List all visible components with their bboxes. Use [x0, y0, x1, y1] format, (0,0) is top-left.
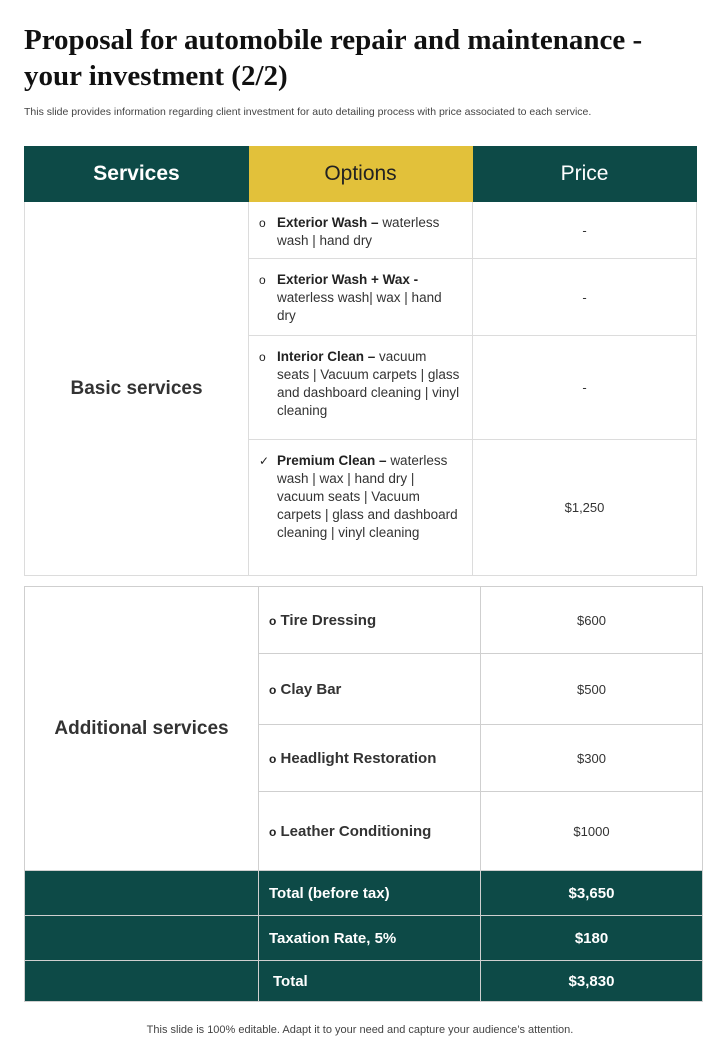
price-cell: $1000 [481, 792, 703, 871]
price-cell: $1,250 [473, 440, 697, 576]
additional-services-label: Additional services [25, 587, 259, 871]
option-cell [249, 259, 473, 336]
tax-label: Taxation Rate, 5% [259, 916, 481, 961]
grand-total-value: $3,830 [481, 961, 703, 1002]
header-services: Services [25, 147, 249, 202]
basic-services-table [24, 146, 697, 576]
price-cell: $300 [481, 725, 703, 792]
option-cell [259, 587, 481, 654]
check-icon: ✓ [259, 454, 270, 468]
table-row [25, 202, 697, 259]
circle-bullet-icon: o [259, 350, 266, 364]
circle-bullet-icon: o [269, 824, 277, 839]
option-description: waterless wash| wax | hand dry [277, 290, 442, 323]
price-cell: - [473, 336, 697, 440]
circle-bullet-icon: o [269, 682, 277, 697]
price-cell: - [473, 259, 697, 336]
circle-bullet-icon: o [259, 273, 266, 287]
circle-bullet-icon: o [259, 216, 266, 230]
option-description: vacuum seats | Vacuum carpets | glass and dashboard cleaning | vinyl cleaning [277, 349, 460, 418]
option-name: Clay Bar [280, 680, 342, 698]
total-value: $3,650 [481, 871, 703, 916]
grand-total-row [25, 961, 703, 1002]
option-cell [249, 202, 473, 259]
grand-total-label: Total [259, 961, 481, 1002]
basic-services-label: Basic services [25, 202, 249, 576]
option-name: Exterior Wash – [277, 215, 379, 230]
table-header-row [25, 147, 697, 202]
total-before-tax-row [25, 871, 703, 916]
circle-bullet-icon: o [269, 751, 277, 766]
option-description: waterless wash | hand dry [277, 215, 440, 248]
option-name: Premium Clean – [277, 453, 387, 468]
option-cell [259, 725, 481, 792]
header-options: Options [249, 147, 473, 202]
price-cell: - [473, 202, 697, 259]
tax-value: $180 [481, 916, 703, 961]
option-cell [249, 440, 473, 576]
option-cell [259, 654, 481, 725]
footer-note: This slide is 100% editable. Adapt it to your need and capture your audience’s attention. [146, 1024, 574, 1036]
price-cell: $500 [481, 654, 703, 725]
option-cell [259, 792, 481, 871]
option-name: Tire Dressing [280, 611, 377, 629]
price-cell: $600 [481, 587, 703, 654]
option-name: Headlight Restoration [280, 749, 437, 767]
option-name: Exterior Wash + Wax - [277, 272, 419, 287]
option-name: Interior Clean – [277, 349, 376, 364]
table-row [25, 587, 703, 654]
option-cell [249, 336, 473, 440]
page-subtitle: This slide provides information regarding client investment for auto detailing process with price associated to each service. [24, 106, 592, 118]
tax-row [25, 916, 703, 961]
total-label: Total (before tax) [259, 871, 481, 916]
empty-cell [25, 871, 259, 916]
option-name: Leather Conditioning [280, 822, 432, 840]
additional-services-table [24, 586, 703, 1002]
page-title: Proposal for automobile repair and maintenance - your investment (2/2) [24, 24, 643, 92]
empty-cell [25, 916, 259, 961]
header-price: Price [473, 147, 697, 202]
circle-bullet-icon: o [269, 613, 277, 628]
option-description: waterless wash | wax | hand dry | vacuum seats | Vacuum carpets | glass and dashboard cleaning | vinyl cleaning [277, 453, 458, 540]
empty-cell [25, 961, 259, 1002]
